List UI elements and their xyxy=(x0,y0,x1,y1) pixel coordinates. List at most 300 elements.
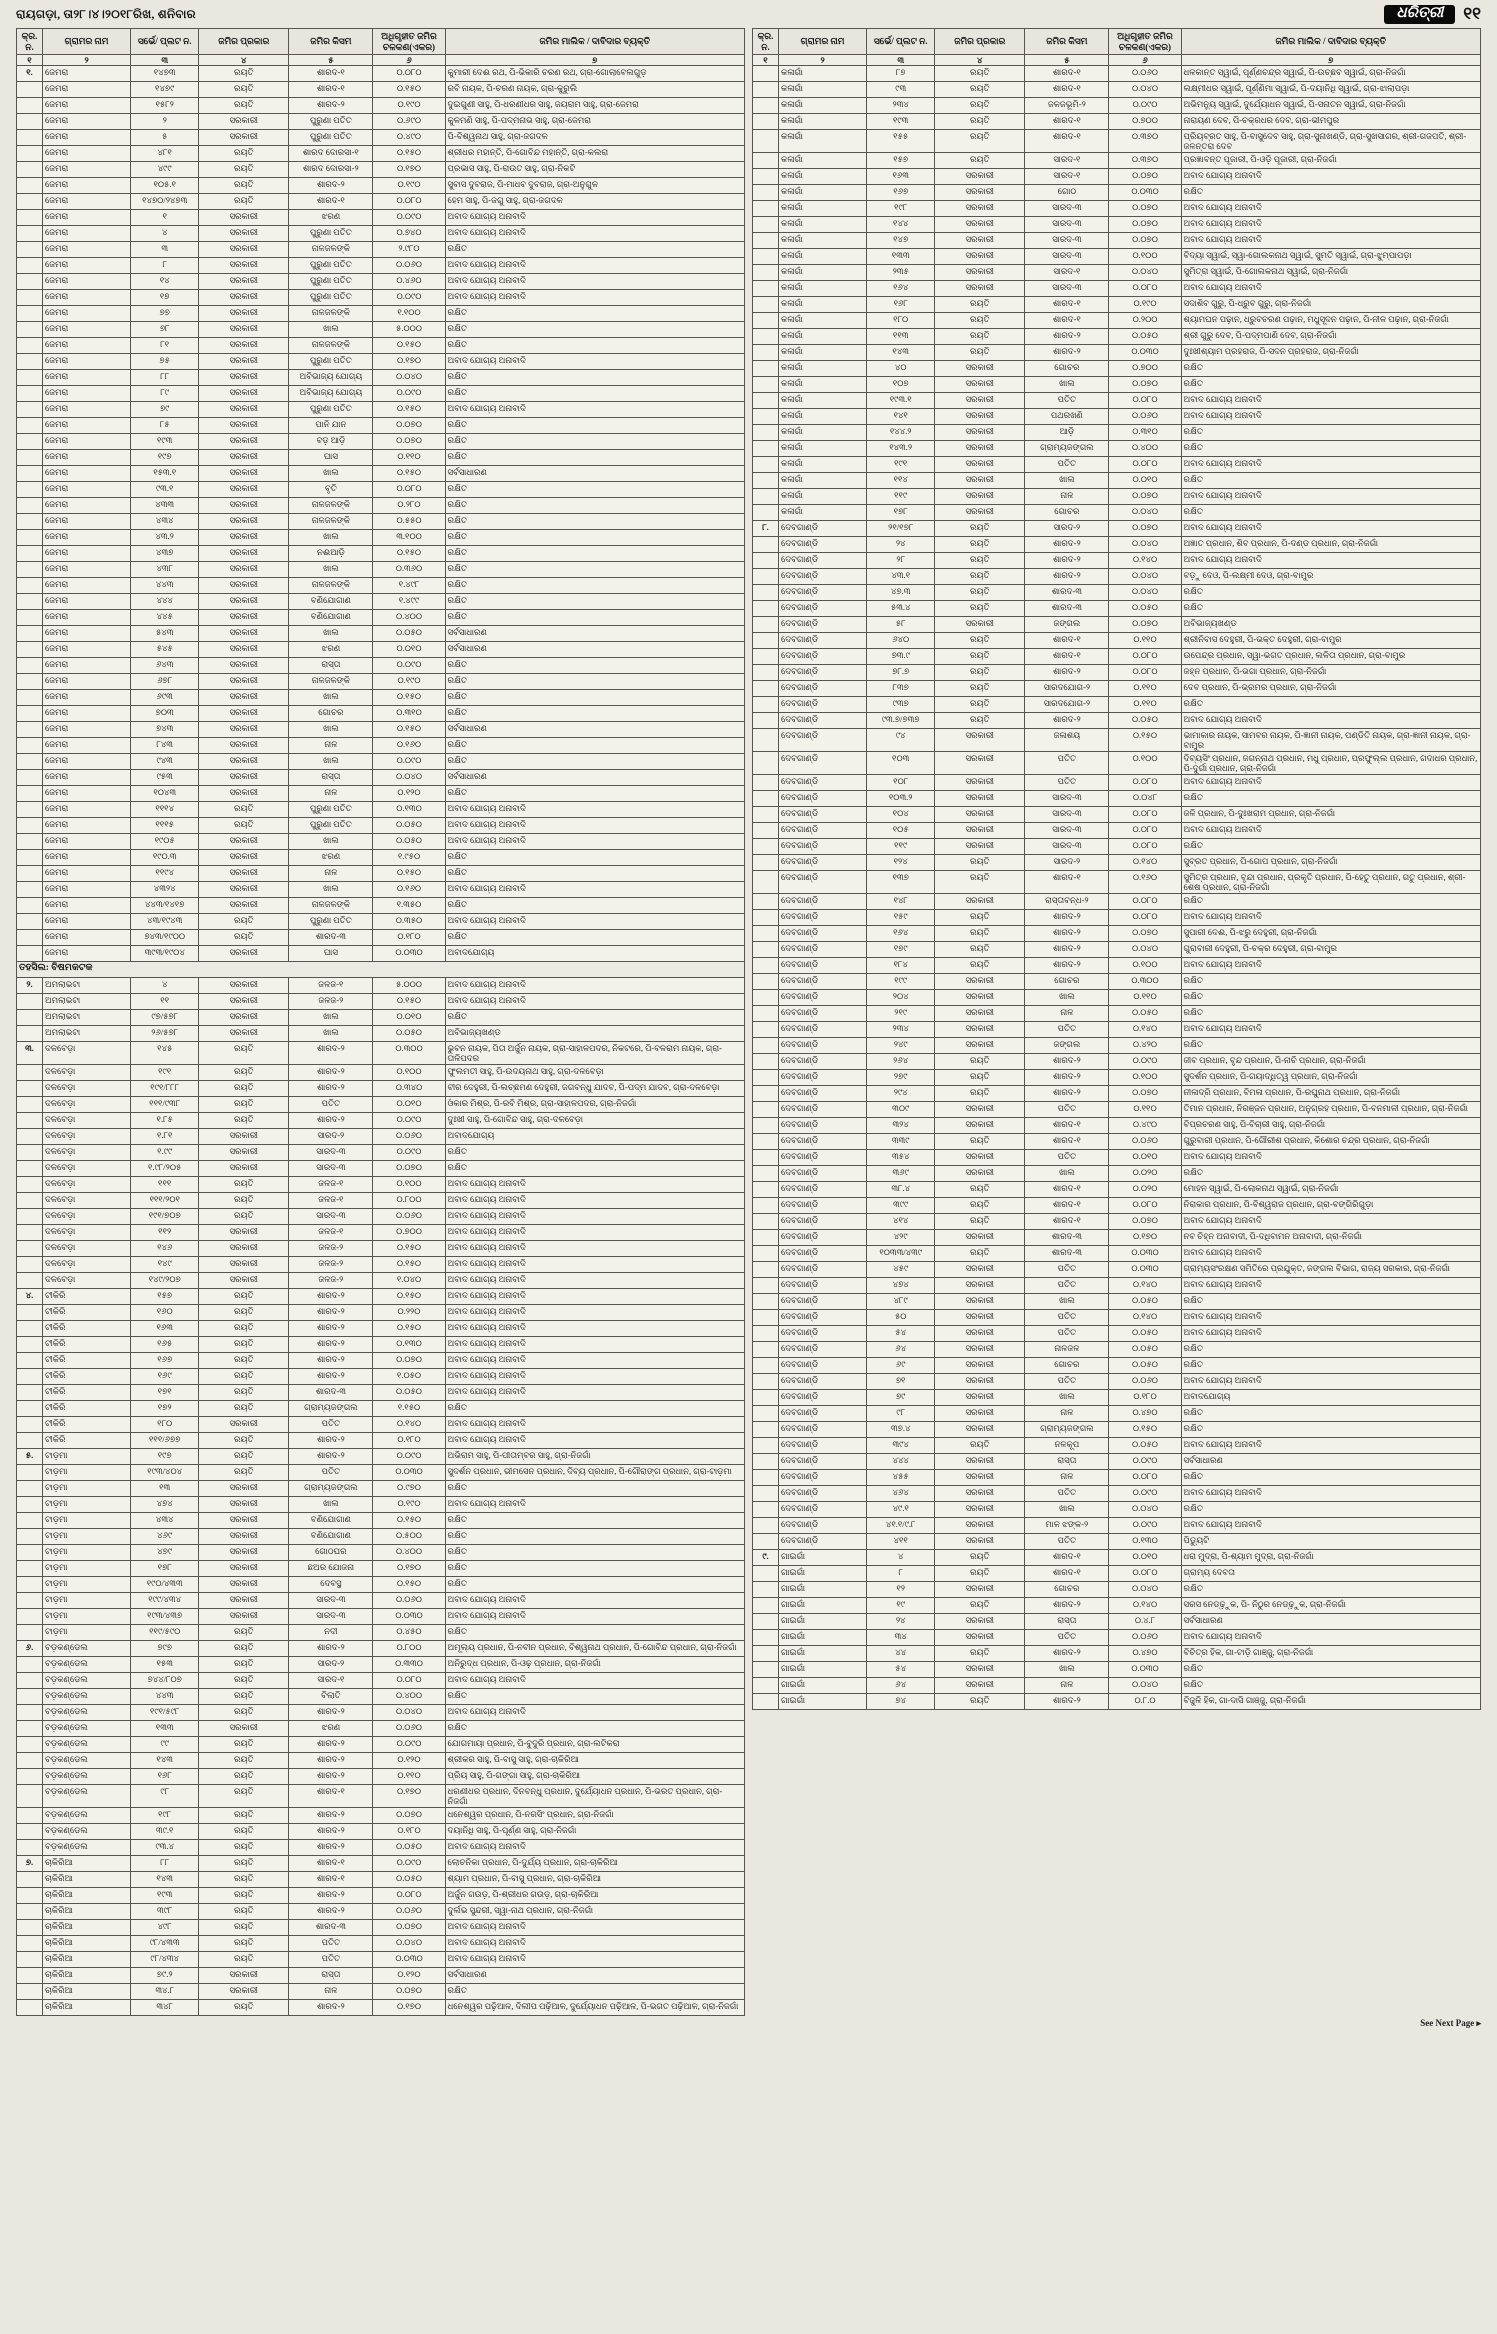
colnum-7: ୭ xyxy=(445,55,744,66)
cell-land-type: ସରକାରୀ xyxy=(199,658,289,674)
cell-village: ଚାକିରିଆ xyxy=(43,2000,131,2016)
cell-area: ୦.୦୫୦ xyxy=(373,1872,445,1888)
cell-kisam: ପୁରୁଣା ପତିତ xyxy=(289,114,373,130)
cell-owner: ରକ୍ଷିତ xyxy=(445,434,744,450)
table-row xyxy=(17,1737,745,1753)
cell-area: ୦.୧୦୦ xyxy=(1109,249,1181,265)
cell-serial xyxy=(17,1888,43,1904)
cell-kisam: ଖାଲ xyxy=(289,754,373,770)
cell-survey: ୪୧୪ xyxy=(867,1214,935,1230)
cell-owner: ଅବାଦ ଯୋଗ୍ୟ ଅନାବାଦି xyxy=(1181,201,1480,217)
cell-village: ଜେମରା xyxy=(43,578,131,594)
cell-serial xyxy=(753,775,779,791)
cell-area: ୦.୧୫୦ xyxy=(373,338,445,354)
cell-serial xyxy=(753,871,779,894)
cell-kisam: ଜଳାଶୟ xyxy=(1025,729,1109,752)
cell-owner: ଅବିଭାଜ୍ୟଖଣ୍ଡ xyxy=(445,1026,744,1042)
cell-serial xyxy=(753,489,779,505)
cell-village: ଜେମରା xyxy=(43,594,131,610)
cell-owner: ଅବାଦ ଯୋଗ୍ୟ ଅନାବାଦି xyxy=(1181,713,1480,729)
cell-area: ୦.୦୬୦ xyxy=(1109,409,1181,425)
cell-serial xyxy=(753,1182,779,1198)
cell-owner: ରକ୍ଷିତ xyxy=(1181,1406,1480,1422)
cell-area: ୦.୦୩୦ xyxy=(373,1609,445,1625)
cell-land-type: ସରକାରୀ xyxy=(199,1984,289,2000)
cell-survey: ୧୭୮ xyxy=(867,505,935,521)
cell-area: ୦.୦୯୦ xyxy=(373,210,445,226)
cell-area: ୦.୦୮୦ xyxy=(373,194,445,210)
table-row xyxy=(753,409,1481,425)
table-row xyxy=(17,1369,745,1385)
cell-serial xyxy=(17,818,43,834)
cell-kisam: ମାଳ ଝଙ୍କ-୨ xyxy=(1025,1518,1109,1534)
cell-area: ୦.୧୨୦ xyxy=(373,1753,445,1769)
cell-area: ୦.୧୬୦ xyxy=(1109,871,1181,894)
cell-area: ୦.୦୯୦ xyxy=(373,658,445,674)
cell-serial xyxy=(17,2000,43,2016)
cell-owner: ଅବାଦ ଯୋଗ୍ୟ ଅନାବାଦି xyxy=(1181,1150,1480,1166)
cell-serial xyxy=(17,1529,43,1545)
table-row xyxy=(17,130,745,146)
cell-kisam: ବଣିଯୋଗାଣ xyxy=(289,594,373,610)
cell-area: ୧.୦୪୦ xyxy=(373,1273,445,1289)
table-row xyxy=(17,914,745,930)
cell-owner: ରକ୍ଷିତ xyxy=(1181,839,1480,855)
cell-area: ୫.୦୦୦ xyxy=(373,322,445,338)
cell-kisam: ଶାରଦ-୨ xyxy=(289,1113,373,1129)
table-row xyxy=(753,1470,1481,1486)
cell-village: ଦେବଗାଣ୍ଡି xyxy=(779,1182,867,1198)
cell-land-type: ସରକାରୀ xyxy=(199,1609,289,1625)
cell-owner: ରକ୍ଷିତ xyxy=(445,674,744,690)
cell-owner: ରକ୍ଷିତ xyxy=(1181,1006,1480,1022)
header-kisam: ଜମିର କିସମ xyxy=(1025,29,1109,55)
cell-kisam: ଝରଣ xyxy=(289,642,373,658)
cell-area: ୦.୦୮୦ xyxy=(1109,393,1181,409)
cell-serial xyxy=(753,1486,779,1502)
cell-survey: ୧୦୪ xyxy=(867,807,935,823)
cell-kisam: ନାଳଜଳଙ୍କି xyxy=(289,514,373,530)
cell-village: ଜେମରା xyxy=(43,754,131,770)
cell-survey: ୪୬୯ xyxy=(131,1529,199,1545)
cell-owner: ଅଭିମନ୍ୟୁ ସ୍ୱାଇଁ, ଦୁର୍ଯ୍ୟୋଧନ ସ୍ୱାଇଁ, ପି-ସନାତନ ସ୍ୱାଇଁ, ଗ୍ରା-ନିଜଗାଁ xyxy=(1181,98,1480,114)
cell-village: ଜେମରା xyxy=(43,866,131,882)
cell-area: ୦.୧୫୦ xyxy=(373,82,445,98)
cell-area: ୦.୧୪୦ xyxy=(1109,1022,1181,1038)
cell-kisam: ଜଳଜ-୨ xyxy=(289,994,373,1010)
cell-area: ୦.୦୩୦ xyxy=(373,1952,445,1968)
cell-owner: ଅବାଦ ଯୋଗ୍ୟ ଅନାବାଦି xyxy=(1181,910,1480,926)
cell-kisam: ଶାରଦ-୧ xyxy=(1025,313,1109,329)
cell-land-type: ସରକାରୀ xyxy=(935,1342,1025,1358)
cell-kisam: ନାଳଜଳଙ୍କି xyxy=(289,338,373,354)
cell-land-type: ରୟତି xyxy=(935,1566,1025,1582)
cell-kisam: ବଡ଼ ଆଡ଼ି xyxy=(289,434,373,450)
cell-survey: ୨୧/୧୭୮ xyxy=(867,521,935,537)
cell-area: ୧.୦୫୦ xyxy=(373,1369,445,1385)
cell-kisam: ଶାରଦ-୧ xyxy=(1025,66,1109,82)
cell-owner: ଅବାଦ ଯୋଗ୍ୟ ଅନାବାଦି xyxy=(445,834,744,850)
cell-serial xyxy=(17,274,43,290)
cell-area: ୦.୧୪୦ xyxy=(1109,855,1181,871)
cell-village: ଦେବଗାଣ୍ଡି xyxy=(779,713,867,729)
header-survey: ସର୍ଭେ/ ପ୍ଲଟ ନ. xyxy=(131,29,199,55)
cell-land-type: ରୟତି xyxy=(199,1689,289,1705)
cell-village: କଳାଗାଁ xyxy=(779,185,867,201)
cell-village: ଗାଇଗାଁ xyxy=(779,1598,867,1614)
cell-village: ଦେବଗାଣ୍ଡି xyxy=(779,1486,867,1502)
cell-kisam: ପତିତ xyxy=(1025,1022,1109,1038)
cell-land-type: ରୟତି xyxy=(199,802,289,818)
cell-land-type: ସରକାରୀ xyxy=(199,1513,289,1529)
cell-serial xyxy=(753,1230,779,1246)
cell-survey: ୧୧୯ xyxy=(867,839,935,855)
table-row xyxy=(753,990,1481,1006)
cell-survey: ୧୪୭ xyxy=(867,233,935,249)
cell-serial xyxy=(17,1824,43,1840)
cell-land-type: ସରକାରୀ xyxy=(935,1390,1025,1406)
table-row xyxy=(17,626,745,642)
table-row xyxy=(17,978,745,994)
cell-village: ଦେବଗାଣ୍ଡି xyxy=(779,729,867,752)
cell-serial xyxy=(17,402,43,418)
cell-owner: ଅବାଦ ଯୋଗ୍ୟ ଅନାବାଦି xyxy=(445,1369,744,1385)
cell-kisam: ଶାରଦ-୨ xyxy=(289,1289,373,1305)
cell-survey: ୩୨୪ xyxy=(867,1118,935,1134)
cell-area: ୦.୦୮୦ xyxy=(1109,1198,1181,1214)
cell-serial xyxy=(17,498,43,514)
cell-serial xyxy=(17,1129,43,1145)
cell-serial xyxy=(753,1566,779,1582)
cell-village: ଦେବଗାଣ୍ଡି xyxy=(779,553,867,569)
table-row xyxy=(17,66,745,82)
table-row xyxy=(17,1968,745,1984)
cell-serial xyxy=(17,322,43,338)
cell-kisam: ପତିତ xyxy=(1025,393,1109,409)
table-row xyxy=(17,1433,745,1449)
cell-village: ଚାକିରିଆ xyxy=(43,1920,131,1936)
cell-land-type: ରୟତି xyxy=(935,855,1025,871)
cell-survey: ୪ xyxy=(867,1550,935,1566)
cell-survey: ୧୪୭୦/୨୪୭୩ xyxy=(131,194,199,210)
cell-village: ଜେମରା xyxy=(43,194,131,210)
cell-area: ୦.୧୧୦ xyxy=(1109,1102,1181,1118)
cell-land-type: ରୟତି xyxy=(199,1641,289,1657)
table-row xyxy=(17,1065,745,1081)
cell-owner: ଶ୍ରୀଧର ମହାନ୍ତି, ପି-ଗୋବିନ୍ଦ ମହାନ୍ତି, ଗ୍ରା-କଲରା xyxy=(445,146,744,162)
cell-village: ଜେମରା xyxy=(43,690,131,706)
cell-survey: ୧୪୩ xyxy=(867,345,935,361)
cell-owner: ଅର୍ଜୁନ ଗଉଡ଼, ପି-ଶ୍ରୀଧର ଗଉଡ଼, ଗ୍ରା-ଚାକିରିଆ xyxy=(445,1888,744,1904)
cell-land-type: ରୟତି xyxy=(935,926,1025,942)
cell-village: ବଡ଼କଣ୍ଡେଲ xyxy=(43,1769,131,1785)
cell-village: ଦେବଗାଣ୍ଡି xyxy=(779,1006,867,1022)
cell-land-type: ସରକାରୀ xyxy=(199,1026,289,1042)
cell-kisam: ଶାରଦ-୧ xyxy=(1025,1198,1109,1214)
cell-area: ୦.୦୮୦ xyxy=(1109,457,1181,473)
cell-serial xyxy=(17,1145,43,1161)
cell-village: କଳାଗାଁ xyxy=(779,457,867,473)
cell-survey: ୧୬୩ xyxy=(131,1321,199,1337)
cell-land-type: ସରକାରୀ xyxy=(199,242,289,258)
cell-owner: ରକ୍ଷିତ xyxy=(445,338,744,354)
table-row xyxy=(17,146,745,162)
cell-area: ୦.୦୯୦ xyxy=(373,1113,445,1129)
cell-serial xyxy=(17,594,43,610)
table-row xyxy=(753,393,1481,409)
cell-survey: ୮୮ xyxy=(131,370,199,386)
cell-owner: ରକ୍ଷିତ xyxy=(1181,1358,1480,1374)
cell-village: ଜେମରା xyxy=(43,834,131,850)
cell-village: ଜେମରା xyxy=(43,258,131,274)
cell-owner: ରକ୍ଷିତ xyxy=(445,738,744,754)
cell-serial xyxy=(17,1257,43,1273)
cell-area: ୦.୦୮୦ xyxy=(1109,910,1181,926)
cell-village: ଦେବଗାଣ୍ଡି xyxy=(779,1198,867,1214)
cell-area: ୫.୦୦୦ xyxy=(373,978,445,994)
cell-area: ୦.୧୧୦ xyxy=(1109,990,1181,1006)
table-row xyxy=(17,1872,745,1888)
cell-kisam: ନାଳ xyxy=(289,866,373,882)
cell-serial xyxy=(17,1481,43,1497)
cell-kisam: ଶାରଦ-୨ xyxy=(1025,569,1109,585)
table-row xyxy=(17,1449,745,1465)
table-row xyxy=(753,1534,1481,1550)
cell-serial xyxy=(753,361,779,377)
cell-village: ଦେବଗାଣ୍ଡି xyxy=(779,601,867,617)
table-row xyxy=(753,958,1481,974)
cell-land-type: ସରକାରୀ xyxy=(199,338,289,354)
cell-survey: ୧୬୮ xyxy=(131,1769,199,1785)
cell-serial xyxy=(17,930,43,946)
cell-area: ୦.୧୭୦ xyxy=(373,2000,445,2016)
cell-owner: ଦୁର୍ଲଭ ସୁନ୍ଦରୀ, ସ୍ୱା-ନାଥ ପ୍ରଧାନ, ଗ୍ରା-ନିଜଗାଁ xyxy=(445,1904,744,1920)
cell-area: ୦.୦୩୦ xyxy=(1109,1262,1181,1278)
table-row xyxy=(753,633,1481,649)
cell-area: ୦.୦୩୦ xyxy=(1109,345,1181,361)
table-row xyxy=(753,1614,1481,1630)
cell-kisam: ଗୋଠଘର xyxy=(289,1545,373,1561)
table-row xyxy=(17,1952,745,1968)
cell-serial xyxy=(753,1310,779,1326)
cell-land-type: ସରକାରୀ xyxy=(199,722,289,738)
cell-owner: ବିଜୁଳି ହିକ, ଗା-ଦାସି ଗାଞ୍ଜୁ, ଗ୍ରା-ନିଜଗାଁ xyxy=(1181,1694,1480,1710)
cell-kisam: ଶାରଦ-୧ xyxy=(289,1856,373,1872)
cell-owner: ରକ୍ଷିତ xyxy=(445,306,744,322)
cell-owner: ଅବାଦ ଯୋଗ୍ୟ ଅନାବାଦି xyxy=(445,1257,744,1273)
cell-kisam: ଖାଲ xyxy=(289,562,373,578)
cell-area: ୦.୦୭୦ xyxy=(1109,489,1181,505)
cell-area: ୦.୧୨୦ xyxy=(373,786,445,802)
cell-serial xyxy=(753,601,779,617)
cell-area: ୦.୦୯୦ xyxy=(373,1449,445,1465)
cell-area: ୦.୬୯୦ xyxy=(373,114,445,130)
table-row xyxy=(17,226,745,242)
table-row xyxy=(17,1753,745,1769)
cell-owner: ରକ୍ଷିତ xyxy=(445,866,744,882)
cell-land-type: ରୟତି xyxy=(935,910,1025,926)
cell-kisam: ଶାରଦ-୧ xyxy=(1025,130,1109,153)
cell-owner: ଅବାଦ ଯୋଗ୍ୟ ଅନାବାଦି xyxy=(1181,553,1480,569)
cell-owner: ଅବାଦ ଯୋଗ୍ୟ ଅନାବାଦି xyxy=(1181,409,1480,425)
cell-serial xyxy=(17,210,43,226)
table-row xyxy=(17,242,745,258)
cell-kisam: ସାରଦ-୩ xyxy=(1025,281,1109,297)
cell-owner: ଅବାଦ ଯୋଗ୍ୟ ଅନାବାଦି xyxy=(1181,217,1480,233)
cell-survey: ୧୧୯/୫୯୦ xyxy=(131,1625,199,1641)
cell-land-type: ରୟତି xyxy=(935,345,1025,361)
cell-area: ୦.୦୯୦ xyxy=(373,1145,445,1161)
table-row xyxy=(17,1417,745,1433)
cell-land-type: ସରକାରୀ xyxy=(199,578,289,594)
cell-owner: ନବ ଚିହ୍ନ ଅନାବାଦୀ, ପି-ଦଧିବାମନ ଅନାବାଦୀ, ଗ୍ରା-ନିଜଗାଁ xyxy=(1181,1230,1480,1246)
cell-serial: ୧. xyxy=(17,66,43,82)
cell-kisam: ପୁରୁଣା ପତିତ xyxy=(289,226,373,242)
table-row xyxy=(753,1502,1481,1518)
cell-survey: ୧୪୯/୨୦୭ xyxy=(131,1273,199,1289)
cell-survey: ୧୪୧ xyxy=(867,409,935,425)
cell-survey: ୯୩ xyxy=(867,82,935,98)
cell-survey: ୧୦୮ xyxy=(867,775,935,791)
cell-owner: ଅବାଦ ଯୋଗ୍ୟ ଅନାବାଦି xyxy=(445,1305,744,1321)
cell-survey: ୯୭/୫୭୮ xyxy=(131,1010,199,1026)
cell-owner: ଯୋଗମାୟା ପ୍ରଧାନ, ପି-ବୁଦୁରି ପ୍ରଧାନ, ଗ୍ରା-ଲଟିକରା xyxy=(445,1737,744,1753)
cell-land-type: ସରକାରୀ xyxy=(199,866,289,882)
cell-serial xyxy=(17,1081,43,1097)
cell-area: ୦.୪୭୦ xyxy=(1109,1406,1181,1422)
table-row xyxy=(753,1054,1481,1070)
table-row xyxy=(753,1390,1481,1406)
cell-owner: ଅଭିରାମ ସାହୁ, ପି-ପୀତାମ୍ବର ସାହୁ, ଗ୍ରା-ନିଜଗାଁ xyxy=(445,1449,744,1465)
cell-land-type: ରୟତି xyxy=(935,1246,1025,1262)
cell-land-type: ସରକାରୀ xyxy=(935,201,1025,217)
cell-owner: ଅବାଦ ଯୋଗ୍ୟ ଅନାବାଦି xyxy=(1181,1438,1480,1454)
cell-serial xyxy=(17,1673,43,1689)
table-row xyxy=(753,1662,1481,1678)
cell-serial xyxy=(17,882,43,898)
cell-owner: ରକ୍ଷିତ xyxy=(445,1401,744,1417)
table-row xyxy=(753,1086,1481,1102)
cell-survey: ୫୪ xyxy=(867,1662,935,1678)
cell-serial xyxy=(17,1401,43,1417)
cell-land-type: ସରକାରୀ xyxy=(935,1582,1025,1598)
cell-owner: ରକ୍ଷିତ xyxy=(1181,425,1480,441)
cell-area: ୦.୮୦୦ xyxy=(373,1641,445,1657)
cell-serial xyxy=(17,290,43,306)
cell-village: ଟାଡ଼ମା xyxy=(43,1465,131,1481)
cell-village: ଦେବଗାଣ୍ଡି xyxy=(779,1118,867,1134)
cell-owner: ଅବାଦ ଯୋଗ୍ୟ ଅନାବାଦି xyxy=(445,802,744,818)
cell-owner: ରକ୍ଷିତ xyxy=(445,690,744,706)
cell-survey: ୬୯୩ xyxy=(131,690,199,706)
cell-kisam: ପତିତ xyxy=(1025,1278,1109,1294)
cell-owner: ଅବାଦ ଯୋଗ୍ୟ ଅନାବାଦି xyxy=(445,1337,744,1353)
see-next-page-link[interactable]: See Next Page ▸ xyxy=(1420,2018,1481,2029)
cell-village: ଜେମରା xyxy=(43,418,131,434)
cell-area: ୦.୦୫୦ xyxy=(373,1026,445,1042)
cell-village: ଜେମରା xyxy=(43,306,131,322)
cell-village: ଜେମରା xyxy=(43,98,131,114)
header-area: ଅଧିଗୃହୀତ ଜମିର ଚଳକଣ(ଏକର) xyxy=(1109,29,1181,55)
cell-serial xyxy=(17,242,43,258)
cell-village: ଦେବଗାଣ୍ଡି xyxy=(779,521,867,537)
cell-area: ୦.୦୪୦ xyxy=(1109,1582,1181,1598)
cell-owner: ବୀର ଦେହୁରୀ, ପି-ଲଚ୍ଛମଣ ଦେହୁରୀ, ଜଗବନ୍ଧୁ ଯାଦବ, ପି-ପଦ୍ମ ଯାଦବ, ଗ୍ରା-ଦଳବେଡ଼ା xyxy=(445,1081,744,1097)
table-row xyxy=(17,802,745,818)
cell-kisam: ପତିତ xyxy=(1025,1486,1109,1502)
cell-survey: ୧୪୩ xyxy=(131,1753,199,1769)
cell-owner: ଅବାଦ ଯୋଗ୍ୟ ଅନାବାଦି xyxy=(445,210,744,226)
cell-land-type: ସରକାରୀ xyxy=(199,386,289,402)
cell-kisam: ସାରଦ-୨ xyxy=(1025,521,1109,537)
cell-kisam: ଜଳଜ-୨ xyxy=(289,1257,373,1273)
cell-survey: ୫୪୫ xyxy=(131,642,199,658)
cell-survey: ୧୧୩ xyxy=(867,329,935,345)
cell-serial xyxy=(753,1502,779,1518)
footer-area xyxy=(16,2018,1481,2029)
cell-village: ଚାକିରିଆ xyxy=(43,1856,131,1872)
table-row xyxy=(753,1406,1481,1422)
cell-owner: ବଡ଼ୁ ଦେଓ, ପି-ଲକ୍ଷ୍ମୀ ଦେଓ, ଗ୍ରା-ବାମୁର xyxy=(1181,569,1480,585)
cell-area: ୦.୦୪୦ xyxy=(373,1705,445,1721)
cell-survey: ୪୩.୨ xyxy=(131,530,199,546)
cell-owner: ଅବାଦ ଯୋଗ୍ୟ ଅନାବାଦି xyxy=(445,1353,744,1369)
cell-land-type: ସରକାରୀ xyxy=(199,274,289,290)
cell-serial xyxy=(17,1065,43,1081)
cell-area: ୦.୦୮୦ xyxy=(1109,894,1181,910)
cell-area: ୦.୧୭୦ xyxy=(373,1561,445,1577)
cell-village: ଦେବଗାଣ୍ଡି xyxy=(779,823,867,839)
cell-area: ୦.୦୫୦ xyxy=(1109,1006,1181,1022)
cell-village: ଗାଇଗାଁ xyxy=(779,1678,867,1694)
cell-survey: ୩ xyxy=(131,242,199,258)
cell-kisam: ସାରଦ-୩ xyxy=(1025,217,1109,233)
cell-area: ୦.୦୯୦ xyxy=(373,386,445,402)
table-row xyxy=(17,1289,745,1305)
cell-area: ୦.୨୨୦ xyxy=(373,1305,445,1321)
cell-survey: ୧୯ xyxy=(867,1598,935,1614)
cell-serial xyxy=(753,1150,779,1166)
cell-kisam: ଶାରଦ-୨ xyxy=(1025,1054,1109,1070)
cell-kisam: ଶାରଦ-୨ xyxy=(289,1065,373,1081)
cell-village: ଦେବଗାଣ୍ଡି xyxy=(779,649,867,665)
cell-land-type: ରୟତି xyxy=(935,98,1025,114)
cell-land-type: ରୟତି xyxy=(199,1888,289,1904)
cell-kisam: ପୁରୁଣା ପତିତ xyxy=(289,130,373,146)
cell-village: ଟୀକିରି xyxy=(43,1321,131,1337)
cell-owner: ପ୍ରଜ୍ଞାବନ୍ତ ପୂଜାରୀ, ପି-ଓଡ଼ି ପୂଜାରୀ, ଗ୍ରା-ନିଜଗାଁ xyxy=(1181,153,1480,169)
cell-land-type: ରୟତି xyxy=(199,818,289,834)
cell-serial xyxy=(753,1070,779,1086)
cell-land-type: ସରକାରୀ xyxy=(199,1497,289,1513)
table-row xyxy=(753,569,1481,585)
cell-village: ଗାଇଗାଁ xyxy=(779,1694,867,1710)
table-row xyxy=(17,274,745,290)
cell-land-type: ରୟତି xyxy=(935,297,1025,313)
cell-village: ଚାକିରିଆ xyxy=(43,1872,131,1888)
cell-serial xyxy=(17,146,43,162)
cell-village: ଦେବଗାଣ୍ଡି xyxy=(779,1022,867,1038)
cell-kisam: ଖାଲ xyxy=(1025,1294,1109,1310)
cell-area: ୦.୧୫୦ xyxy=(373,866,445,882)
cell-land-type: ସରକାରୀ xyxy=(935,617,1025,633)
cell-village: ବଡ଼କଣ୍ଡେଲ xyxy=(43,1785,131,1808)
cell-owner: ଅବାଦ ଯୋଗ୍ୟ ଅନାବାଦି xyxy=(1181,1310,1480,1326)
header-land-type: ଜମିର ପ୍ରକାର xyxy=(199,29,289,55)
cell-village: ଦଳବେଡ଼ା xyxy=(43,1193,131,1209)
cell-owner: ଅବାଦ ଯୋଗ୍ୟ ଅନାବାଦି xyxy=(1181,281,1480,297)
cell-area: ୧.୯୫୦ xyxy=(373,850,445,866)
